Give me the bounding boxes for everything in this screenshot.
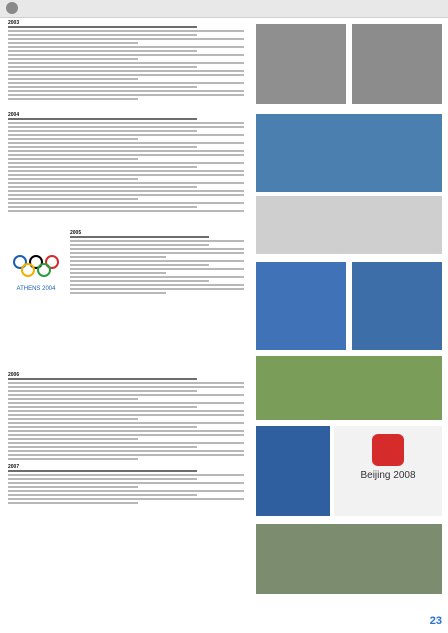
results-text-column-top <box>8 20 244 102</box>
photo-two-athletes <box>352 262 442 350</box>
year-heading: 2007 <box>8 464 20 470</box>
photo-ceremony <box>256 356 442 420</box>
photo-wrestling-action <box>256 196 442 254</box>
photo-team-bottom <box>256 524 442 594</box>
year-heading: 2006 <box>8 372 20 378</box>
header-band <box>0 0 448 18</box>
photo-group-medalists <box>256 262 346 350</box>
photo-beijing-logo <box>334 426 442 516</box>
results-text-column-lower <box>70 230 244 296</box>
year-heading: 2003 <box>8 20 20 26</box>
olympic-rings-icon <box>10 252 62 282</box>
results-text-column-bottom <box>8 372 244 506</box>
results-text-column-middle <box>8 112 244 214</box>
year-heading: 2005 <box>70 230 82 236</box>
photo-team-2 <box>352 24 442 104</box>
photo-athlete-medal <box>256 426 330 516</box>
federation-logo-icon <box>6 2 18 14</box>
page-number: 23 <box>429 615 442 627</box>
beijing-badge-text: Beijing 2008 <box>360 470 416 481</box>
photo-team-1 <box>256 24 346 104</box>
year-heading: 2004 <box>8 112 20 118</box>
athens-badge-text: ATHENS 2004 <box>16 286 56 292</box>
photo-trofeo-milone <box>256 114 442 192</box>
beijing-emblem-icon <box>372 434 404 466</box>
